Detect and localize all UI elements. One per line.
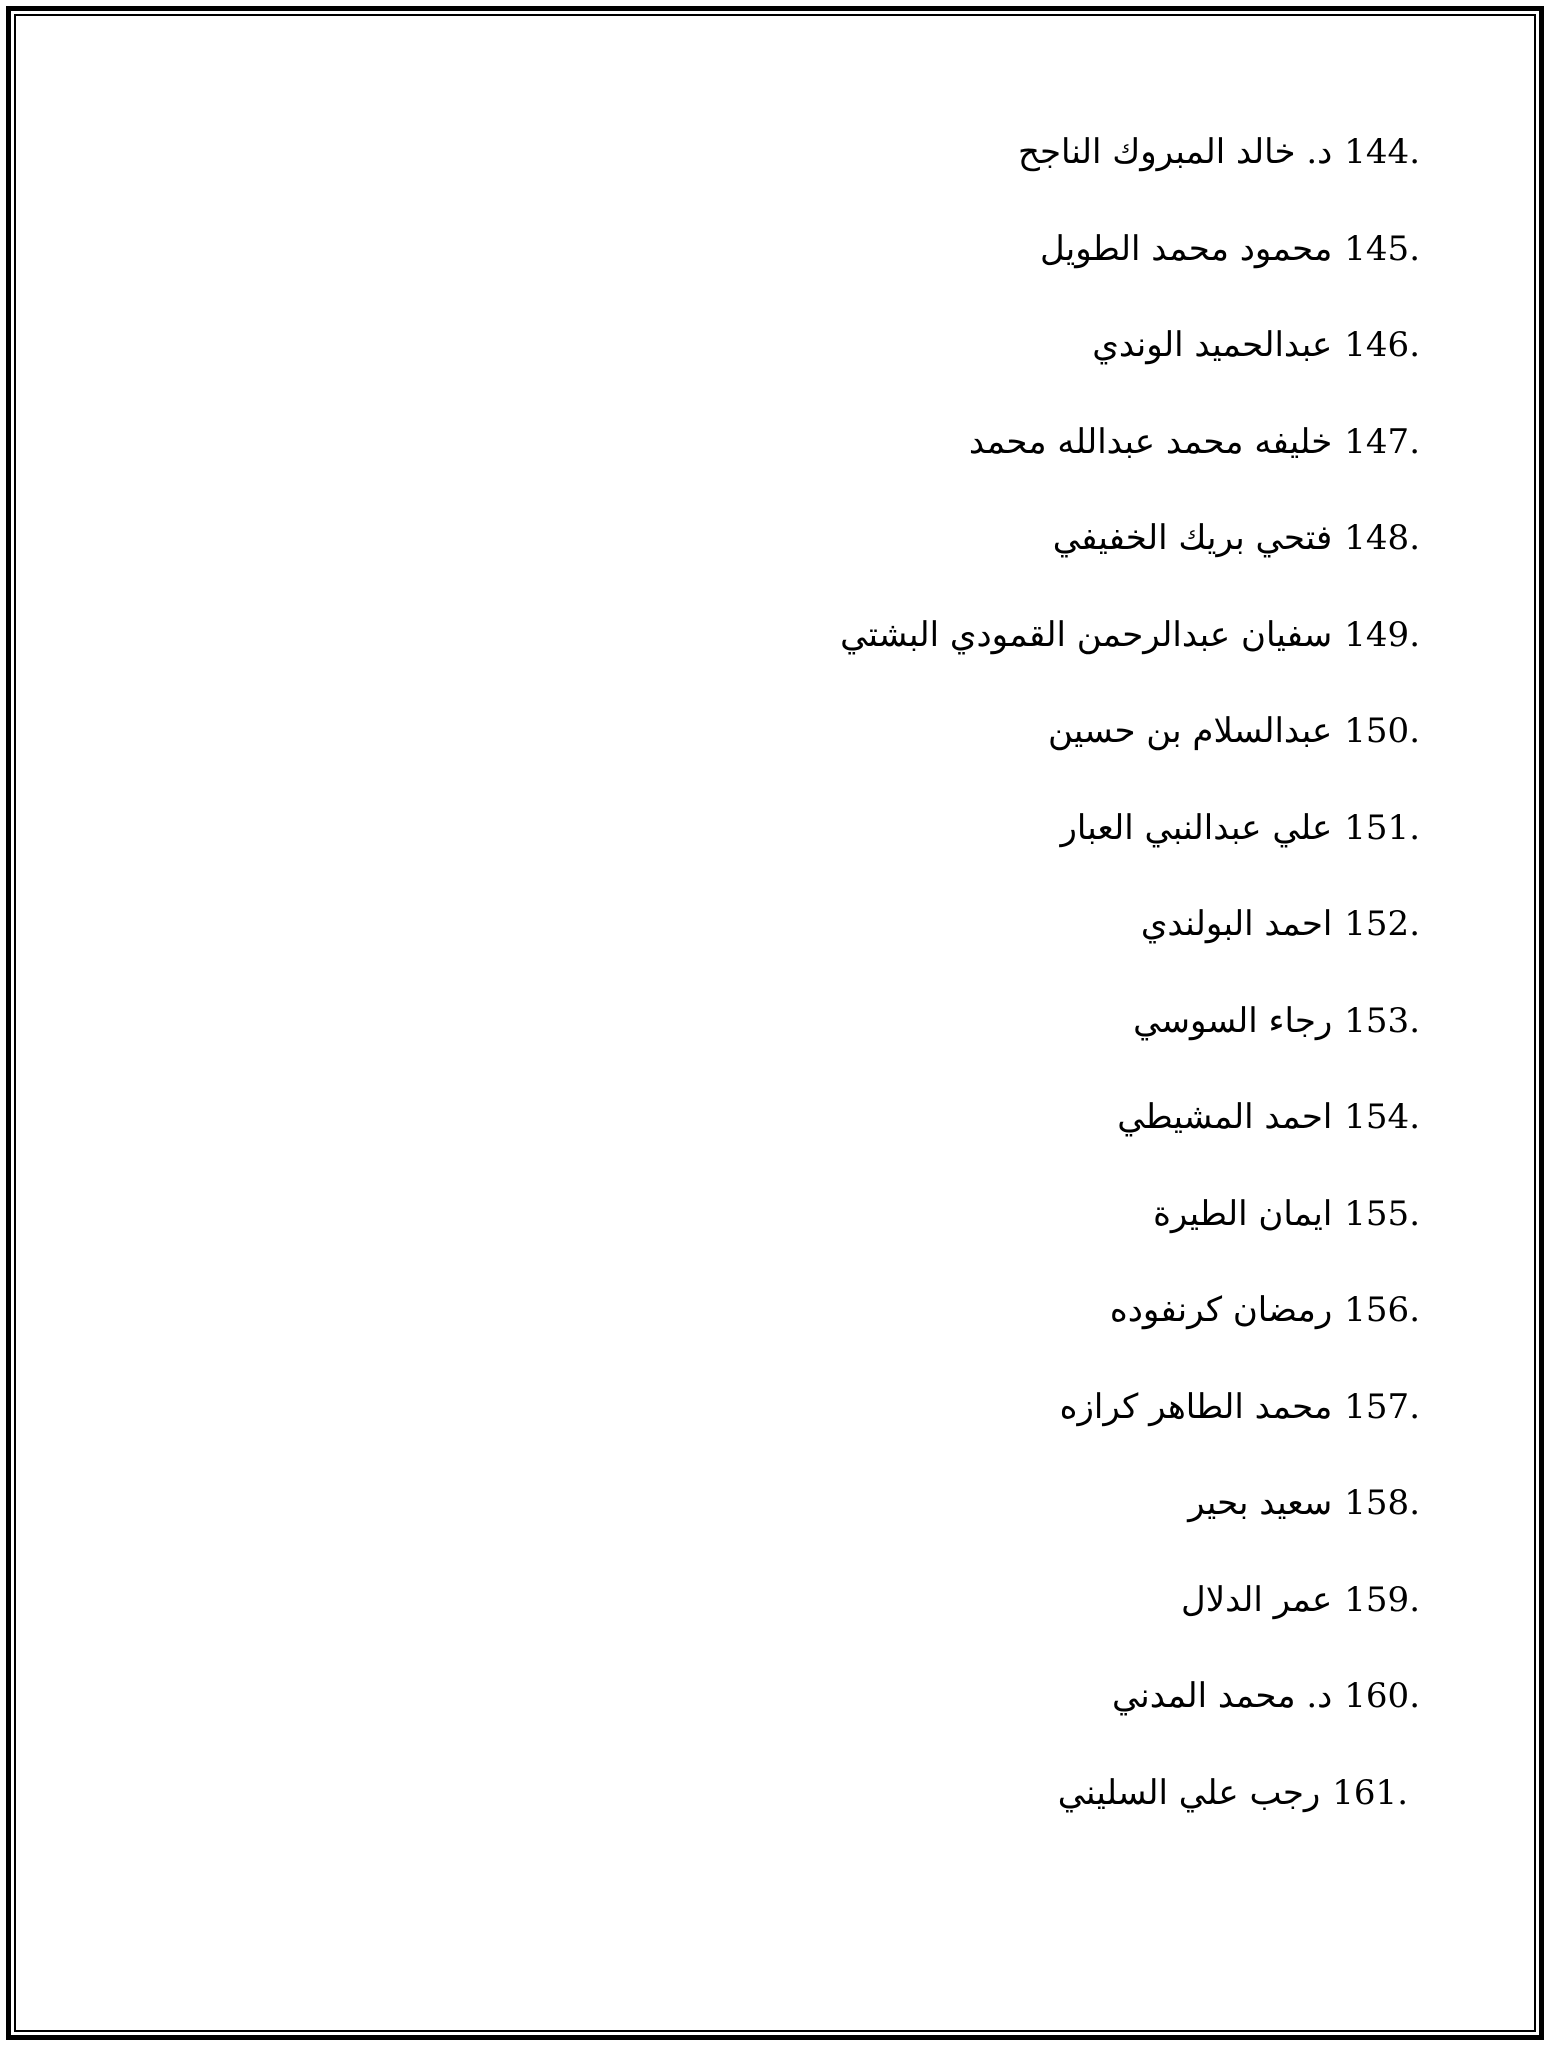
item-name: محمد الطاهر كرازه (1059, 1386, 1333, 1427)
list-item (320, 709, 1420, 806)
item-number: 147. (1344, 421, 1420, 462)
item-name: عبدالحميد الوندي (1092, 325, 1333, 365)
list-item (320, 420, 1420, 517)
item-number: 150. (1344, 711, 1420, 751)
item-name: د. محمد المدني (1111, 1676, 1333, 1716)
list-item (320, 902, 1420, 999)
item-number: 160. (1344, 1676, 1420, 1716)
item-number: 155. (1344, 1193, 1420, 1234)
item-name: عبدالسلام بن حسين (1047, 711, 1333, 751)
names-list (320, 130, 1420, 1867)
item-name: ايمان الطيرة (1153, 1193, 1333, 1234)
list-item (320, 1578, 1420, 1675)
item-name: فتحي بريك الخفيفي (1052, 518, 1333, 558)
item-number: 149. (1344, 614, 1420, 655)
item-number: 161. (1332, 1772, 1408, 1813)
list-item (320, 130, 1420, 227)
list-item (320, 323, 1420, 420)
item-number: 153. (1344, 1000, 1420, 1041)
list-item (320, 1674, 1420, 1771)
item-name: سعيد بحير (1188, 1483, 1333, 1523)
item-number: 158. (1344, 1483, 1420, 1523)
item-number: 159. (1344, 1579, 1420, 1620)
list-item (320, 1095, 1420, 1192)
item-name: احمد البولندي (1140, 904, 1333, 944)
item-number: 154. (1344, 1097, 1420, 1137)
list-item (320, 1771, 1420, 1868)
item-name: سفيان عبدالرحمن القمودي البشتي (840, 614, 1333, 655)
list-item (320, 1288, 1420, 1385)
item-name: د. خالد المبروك الناجح (1018, 132, 1333, 172)
list-item (320, 227, 1420, 324)
item-number: 144. (1344, 132, 1420, 172)
item-name: عمر الدلال (1181, 1579, 1333, 1620)
item-number: 146. (1344, 325, 1420, 365)
item-number: 157. (1344, 1386, 1420, 1427)
item-number: 151. (1344, 807, 1420, 848)
item-name: رجب علي السليني (1057, 1772, 1321, 1813)
item-name: علي عبدالنبي العبار (1060, 807, 1333, 848)
item-name: محمود محمد الطويل (1040, 228, 1333, 269)
item-number: 152. (1344, 904, 1420, 944)
list-item (320, 1192, 1420, 1289)
item-number: 156. (1344, 1290, 1420, 1330)
list-item (320, 516, 1420, 613)
item-name: رجاء السوسي (1133, 1000, 1333, 1041)
list-item (320, 999, 1420, 1096)
list-item (320, 806, 1420, 903)
list-item (320, 613, 1420, 710)
item-name: رمضان كرنفوده (1109, 1290, 1333, 1330)
item-name: خليفه محمد عبدالله محمد (968, 421, 1333, 462)
item-number: 148. (1344, 518, 1420, 558)
item-name: احمد المشيطي (1117, 1097, 1333, 1137)
list-item (320, 1481, 1420, 1578)
item-number: 145. (1344, 228, 1420, 269)
list-item (320, 1385, 1420, 1482)
